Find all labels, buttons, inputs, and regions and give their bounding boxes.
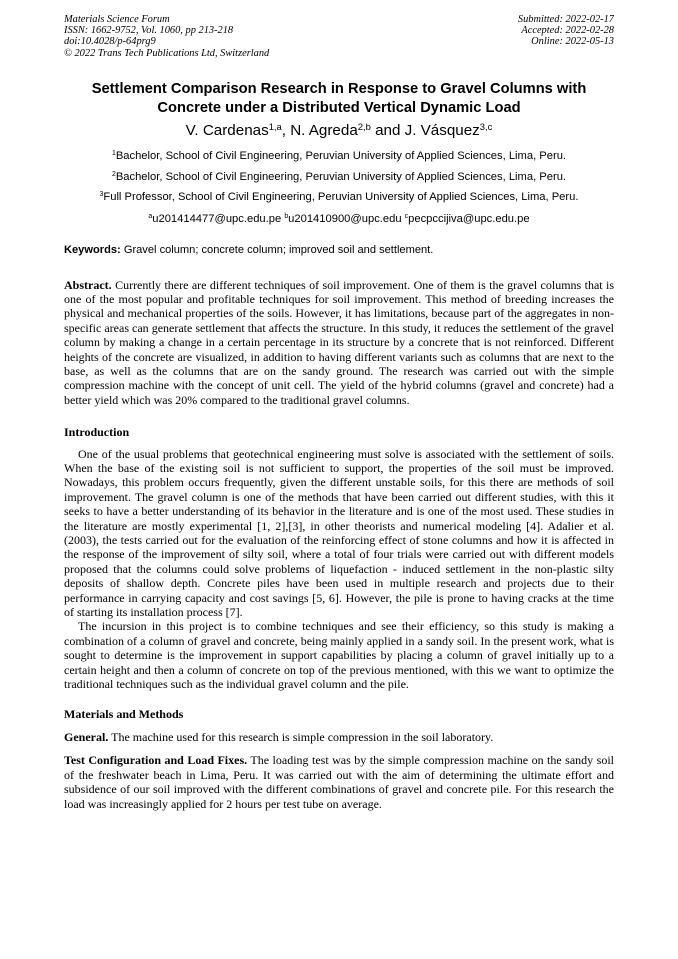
date-online: Online: 2022-05-13 xyxy=(531,36,614,48)
affiliation-text: Bachelor, School of Civil Engineering, Peruvian University of Applied Sciences, Lima, Peru. xyxy=(115,150,567,162)
general-text: The machine used for this research is simple compression in the soil laboratory. xyxy=(111,729,494,744)
body-paragraph: One of the usual problems that geotechnical engineering must solve is associated with the settlement of soils. When the base of the existing soil is not sufficient to support, the properties of the soil must be improved. Nowadays, this problem occurs frequently, given the different unstable soils, for this there are methods of soil improvement. The gravel column is one of the methods that have been carried out different studies, with this it seeks to have a better understanding of its behavior in the literature and is one of the most used. These studies in the literature are mostly experimental [1, 2],[3], in other theorists and numerical modeling [4]. Adalier et al. (2003), the tests carried out for the evaluation of the reinforcing effect of stone columns and how it is affected in the response of the improvement of silty soil, where a total of four trials were carried out with different models proposed that the columns could solve problems of liquefaction - induced settlement in the non-plastic silty deposits of shallow depth. Concrete piles have been used in multiple research and projects due to their performance in carrying capacity and cost savings [5, 6]. However, the pile is prone to having cracks at the time of starting its installation process [7]. xyxy=(64,446,614,620)
publication-dates xyxy=(518,14,614,48)
affiliation-sup: 3 xyxy=(99,191,104,199)
journal-header xyxy=(64,14,614,64)
author-name: J. Vásquez xyxy=(404,122,480,139)
body-paragraph: The incursion in this project is to combine techniques and see their efficiency, so this study is making a combination of a column of gravel and concrete, being mainly applied in a sandy soil. In the present work, what is sought to determine is the improvement in support capabilities by placing a column of gravel initially up to a certain height and then a column of concrete on top of the previous mentioned, with this we want to optimize the traditional techniques such as the individual gravel column and the pile. xyxy=(64,619,614,692)
author-separator: , xyxy=(281,122,291,139)
affiliation-sup: 2 xyxy=(111,170,116,178)
author-name: N. Agreda xyxy=(290,122,358,139)
general-paragraph xyxy=(64,730,614,744)
email-address: pecpccijiva@upc.edu.pe xyxy=(408,212,530,225)
keywords xyxy=(64,243,614,258)
journal-doi: doi:10.4028/p-64prg9 xyxy=(64,36,156,48)
journal-issn: ISSN: 1662-9752, Vol. 1060, pp 213-218 xyxy=(64,25,234,37)
test-config-text: The loading test was by the simple compression machine on the sandy soil of the freshwater beach in Lima, Peru. It was carried out with the aim of determining the ultimate effort and subsidence of our soil improved with the different combinations of gravel and concrete pile. For this research the load was increasingly applied for 2 hours per test tube on average. xyxy=(64,753,614,811)
author-sup: 2,b xyxy=(357,120,371,132)
author-separator: and xyxy=(370,122,405,139)
section-heading-introduction: Introduction xyxy=(64,425,130,440)
test-config-paragraph xyxy=(64,753,614,811)
general-label: General. xyxy=(64,729,109,744)
email-sup: c xyxy=(404,212,409,220)
author-sup: 3,c xyxy=(479,120,493,132)
keywords-text: Gravel column; concrete column; improved soil and settlement. xyxy=(123,243,434,256)
journal-info xyxy=(64,14,269,59)
author-sup: 1,a xyxy=(268,120,282,132)
affiliation xyxy=(64,146,614,167)
abstract-text: Currently there are different techniques of soil improvement. One of them is the gravel columns that is one of the most popular and profitable techniques for soil improvement. This method of breeding increases the physical and mechanical properties of the soils. However, it has limitations, because part of the aggregates in non-specific areas can generate settlement that affects the structure. In this study, it reduces the settlement of the gravel column by making a change in a certain percentage in its structure by a concrete that is not reinforced. Different heights of the concrete are visualized, in addition to having different variants such as columns that are next to the base, as well as the columns that are on the sandy ground. The research was carried out with the simple compression machine with the concept of unit cell. The yield of the hybrid columns (gravel and concrete) had a better yield which was 20% compared to the traditional gravel columns. xyxy=(64,277,615,407)
journal-copyright: © 2022 Trans Tech Publications Ltd, Switzerland xyxy=(64,47,270,59)
section-heading-materials: Materials and Methods xyxy=(64,707,184,722)
journal-name: Materials Science Forum xyxy=(64,14,170,25)
email-list xyxy=(64,209,614,229)
affiliation-text: Bachelor, School of Civil Engineering, Peruvian University of Applied Sciences, Lima, Peru. xyxy=(115,170,567,183)
author-name: V. Cardenas xyxy=(185,122,269,139)
affiliation xyxy=(64,167,614,188)
affiliation-text: Full Professor, School of Civil Engineering, Peruvian University of Applied Sciences, Lima, Peru. xyxy=(103,191,579,203)
keywords-label: Keywords: xyxy=(64,243,121,256)
abstract xyxy=(64,278,614,408)
email-address: u201410900@upc.edu xyxy=(288,212,402,225)
date-submitted: Submitted: 2022-02-17 xyxy=(517,14,614,25)
email-address: u201414477@upc.edu.pe xyxy=(152,212,282,225)
abstract-label: Abstract. xyxy=(64,277,112,292)
test-config-label: Test Configuration and Load Fixes. xyxy=(64,753,248,768)
email-sup: b xyxy=(284,212,289,220)
author-list xyxy=(64,121,614,141)
paper-page xyxy=(64,14,614,811)
paper-title: Settlement Comparison Research in Response to Gravel Columns with Concrete under a Distributed Vertical Dynamic Load xyxy=(91,81,587,116)
date-accepted: Accepted: 2022-02-28 xyxy=(521,25,614,37)
affiliation-sup: 1 xyxy=(111,150,116,158)
email-sup: a xyxy=(148,212,153,220)
affiliation xyxy=(64,187,614,208)
